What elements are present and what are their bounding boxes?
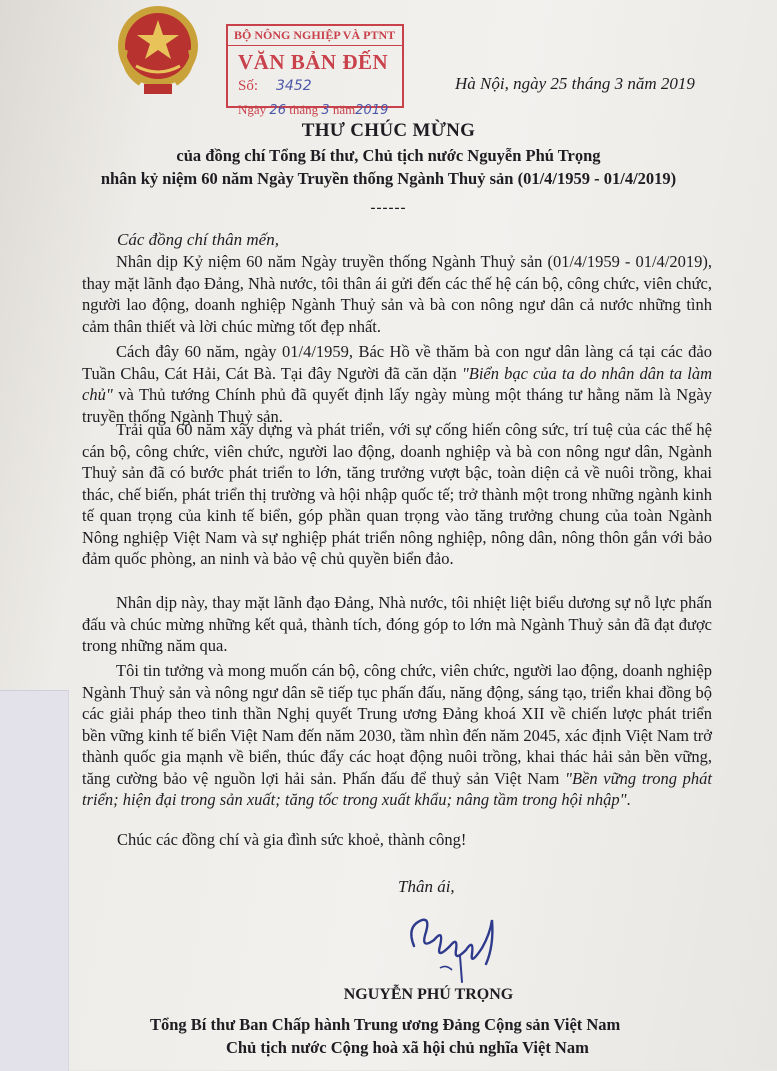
- paragraph-3: [82, 419, 712, 570]
- salutation: Các đồng chí thân mến,: [117, 230, 279, 249]
- title-divider: ------: [370, 200, 407, 216]
- stamp-divider: [228, 45, 402, 46]
- stamp-number-row: [238, 78, 312, 95]
- signer-title-party: Tổng Bí thư Ban Chấp hành Trung ương Đảng Cộng sản Việt Nam: [150, 1015, 621, 1034]
- national-emblem-icon: [110, 0, 206, 100]
- stamp-number-label: Số:: [238, 78, 259, 94]
- paragraph-4-text: Nhân dịp này, thay mặt lãnh đạo Đảng, Nhà nước, tôi nhiệt liệt biểu dương sự nỗ lực phấn đấu và chúc mừng những kết quả, thành tích, đóng góp to lớn mà Ngành Thuỷ sản đã đạt được trong những năm qua.: [82, 593, 712, 655]
- stamp-date-day-label: Ngày: [238, 102, 267, 117]
- stamp-date-year: 2019: [355, 103, 389, 118]
- paragraph-5-end: .: [626, 790, 631, 809]
- letter-title: THƯ CHÚC MỪNG: [301, 120, 476, 141]
- paragraph-1: [82, 251, 712, 337]
- paragraph-5: [82, 660, 712, 811]
- stamp-date-month: 3: [321, 103, 330, 118]
- paragraph-1-text: Nhân dịp Kỷ niệm 60 năm Ngày truyền thống Ngành Thuỷ sản (01/4/1959 - 01/4/2019), thay mặt lãnh đạo Đảng, Nhà nước, tôi thân ái gửi đến các thế hệ cán bộ, công chức, viên chức, người lao động, doanh nghiệp Ngành Thuỷ sản và bà con nông ngư dân cả nước những tình cảm thân thiết và lời chúc mừng tốt đẹp nhất.: [82, 252, 712, 336]
- signer-title-state: Chủ tịch nước Cộng hoà xã hội chủ nghĩa Việt Nam: [226, 1038, 589, 1057]
- stamp-organization: BỘ NÔNG NGHIỆP VÀ PTNT: [234, 28, 396, 42]
- paragraph-2-quote: "Biển bạc của ta do nhân dân ta làm chủ": [82, 363, 713, 404]
- paragraph-2-text-a: Cách đây 60 năm, ngày 01/4/1959, Bác Hồ về thăm bà con ngư dân làng cá tại các đảo Tuần Châu, Cát Hải, Cát Bà. Tại đây Người đã căn dặn: [82, 342, 712, 383]
- underlying-paper: [0, 690, 69, 1071]
- received-document-stamp: [226, 24, 404, 108]
- paragraph-5-quote: "Bền vững trong phát triển; hiện đại trong sản xuất; tăng tốc trong xuất khẩu; nâng tầm trong hội nhập": [82, 768, 712, 809]
- farewell: Thân ái,: [398, 877, 455, 896]
- letter-subtitle-line1: của đồng chí Tổng Bí thư, Chủ tịch nước Nguyễn Phú Trọng: [176, 146, 601, 165]
- stamp-title: VĂN BẢN ĐẾN: [238, 50, 389, 74]
- signer-name: NGUYỄN PHÚ TRỌNG: [343, 986, 514, 1003]
- paragraph-3-text: Trải qua 60 năm xây dựng và phát triển, với sự cống hiến công sức, trí tuệ của các thế hệ cán bộ, công chức, viên chức, người lao động, doanh nghiệp và bà con nông ngư dân, Ngành Thuỷ sản đã có bước phát triển to lớn, tăng trưởng vượt bậc, toàn diện cả về nuôi trồng, khai thác, chế biến, phát triển thị trường và hội nhập quốc tế; trở thành một trong những ngành kinh tế quan trọng của kinh tế biển, góp phần quan trọng vào tăng trưởng chung của toàn Ngành Nông nghiệp Việt Nam và sự nghiệp phát triển nông nghiệp, nông dân, nông thôn gắn với bảo đảm quốc phòng, an ninh và bảo vệ chủ quyền biển đảo.: [82, 420, 712, 568]
- stamp-number-value: 3452: [276, 78, 312, 94]
- stamp-date-day: 26: [269, 103, 286, 118]
- paragraph-5-text-a: Tôi tin tưởng và mong muốn cán bộ, công chức, viên chức, người lao động, doanh nghiệp Ngành Thuỷ sản và nông ngư dân sẽ tiếp tục phấn đấu, năng động, sáng tạo, triển khai đồng bộ các giải pháp theo tinh thần Nghị quyết Trung ương Đảng khoá XII về chiến lược phát triển bền vững kinh tế biển Việt Nam đến năm 2030, tầm nhìn đến năm 2045, xác định Việt Nam trở thành quốc gia mạnh về biển, thúc đẩy các hoạt động nuôi trồng, khai thác hải sản bền vững, tăng cường bảo vệ nguồn lợi hải sản. Phấn đấu để thuỷ sản Việt Nam: [82, 661, 712, 788]
- paragraph-2-text-b: và Thủ tướng Chính phủ đã quyết định lấy ngày mùng một tháng tư hằng năm là Ngày truyền thống Ngành Thuỷ sản.: [82, 385, 712, 426]
- stamp-date-month-label: tháng: [289, 102, 319, 117]
- stamp-date-row: [238, 102, 388, 118]
- paragraph-4: [82, 592, 712, 657]
- stamp-date-year-label: năm: [332, 102, 356, 117]
- closing-wish: Chúc các đồng chí và gia đình sức khoẻ, thành công!: [117, 830, 467, 849]
- place-and-date: Hà Nội, ngày 25 tháng 3 năm 2019: [455, 74, 695, 93]
- letter-subtitle-line2: nhân kỷ niệm 60 năm Ngày Truyền thống Ngành Thuỷ sản (01/4/1959 - 01/4/2019): [100, 169, 677, 188]
- paragraph-2: [82, 341, 712, 427]
- handwritten-signature: [400, 906, 510, 984]
